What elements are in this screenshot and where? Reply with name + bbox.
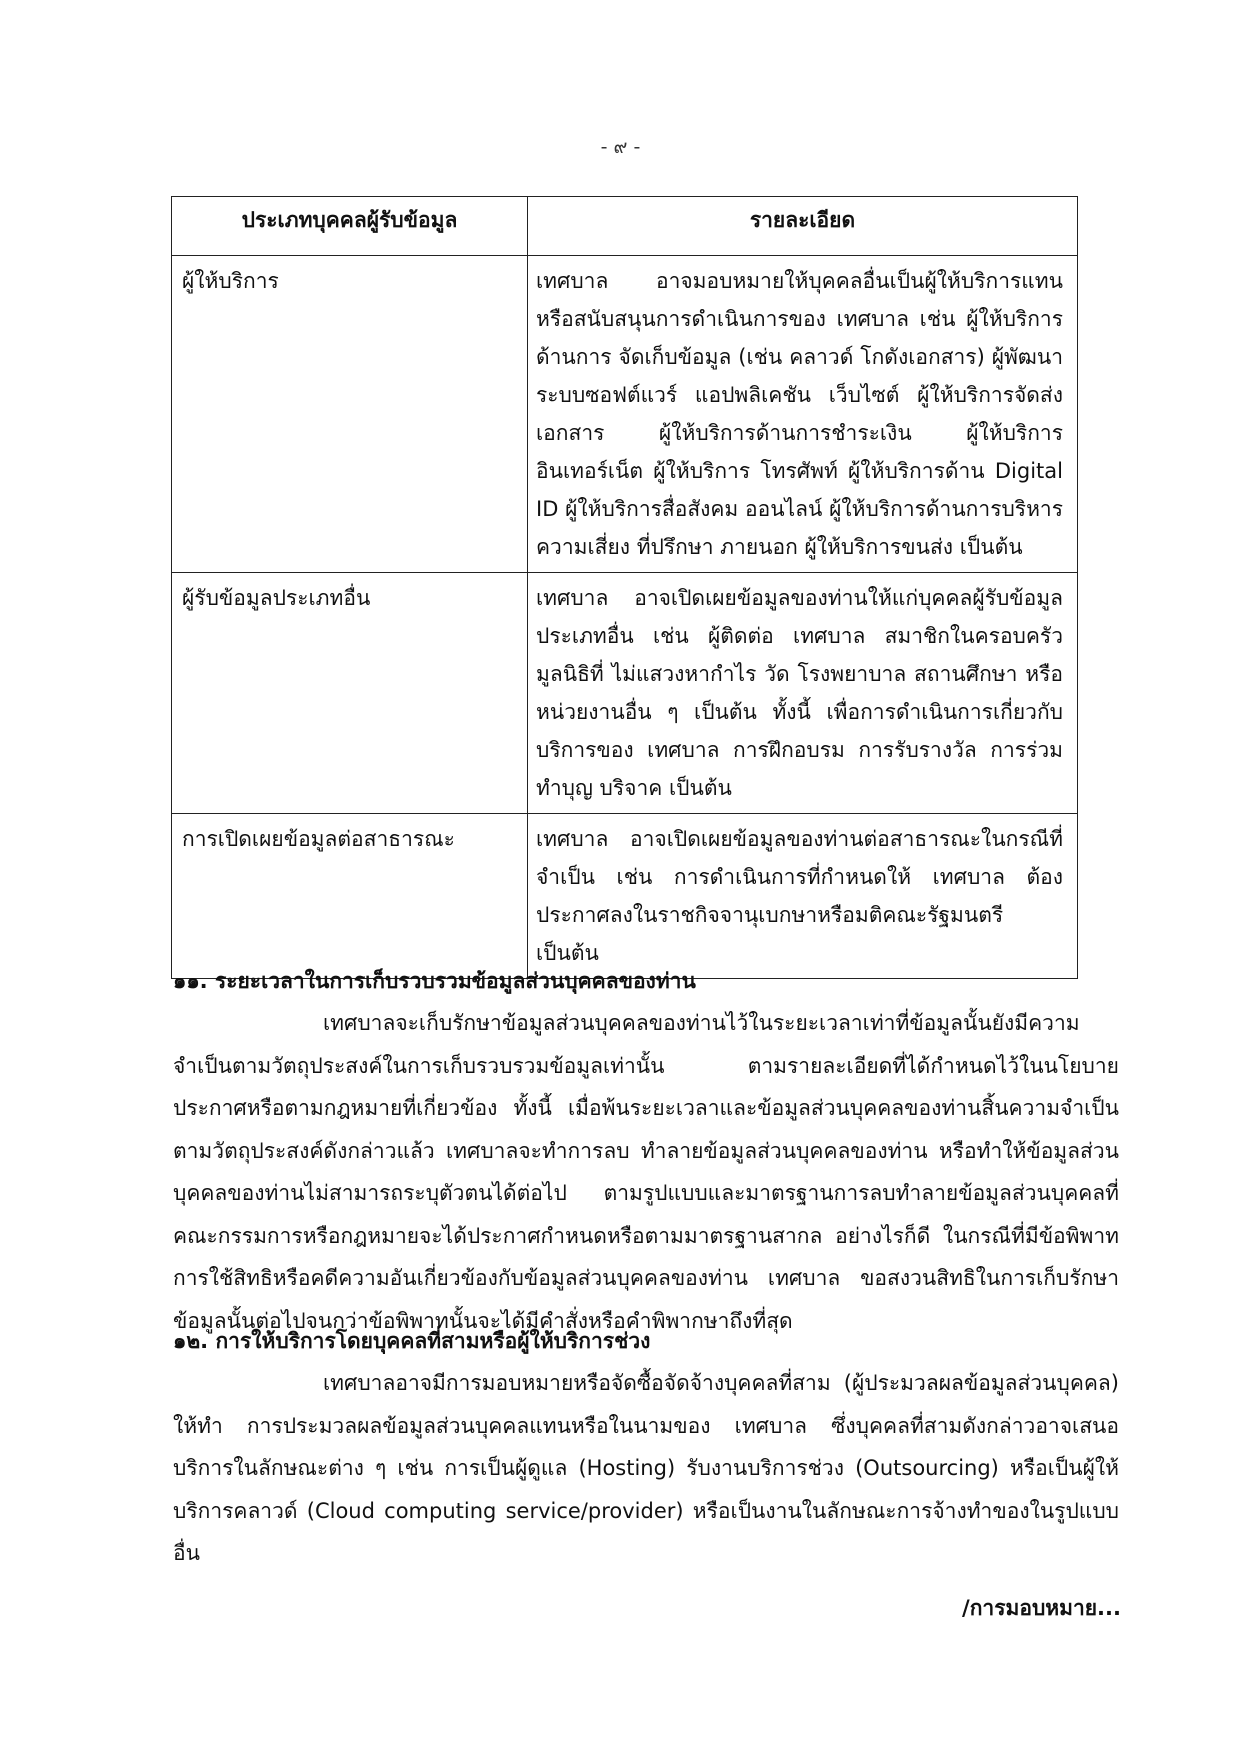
table-header-row bbox=[172, 197, 1078, 256]
page-number: - ๙ - bbox=[600, 136, 641, 158]
section-11-heading: ๑๑. ระยะเวลาในการเก็บรวบรวมข้อมูลส่วนบุคคลของท่าน bbox=[173, 969, 696, 993]
recipient-type-cell: การเปิดเผยข้อมูลต่อสาธารณะ bbox=[172, 814, 528, 979]
recipient-type-cell: ผู้รับข้อมูลประเภทอื่น bbox=[172, 573, 528, 814]
table-row bbox=[172, 573, 1078, 814]
header-detail: รายละเอียด bbox=[528, 197, 1078, 256]
recipient-detail-cell: เทศบาล อาจเปิดเผยข้อมูลของท่านให้แก่บุคคลผู้รับข้อมูลประเภทอื่น เช่น ผู้ติดต่อ เทศบาล สมาชิกในครอบครัว มูลนิธิที่ ไม่แสวงหากำไร วัด โรงพยาบาล สถานศึกษา หรือหน่วยงานอื่น ๆ เป็นต้น ทั้งนี้ เพื่อการดำเนินการเกี่ยวกับบริการของ เทศบาล การฝึกอบรม การรับรางวัล การร่วมทำบุญ บริจาค เป็นต้น bbox=[528, 573, 1078, 814]
recipient-detail-cell: เทศบาล อาจเปิดเผยข้อมูลของท่านต่อสาธารณะในกรณีที่จำเป็น เช่น การดำเนินการที่กำหนดให้ เทศบาล ต้องประกาศลงในราชกิจจานุเบกษาหรือมติคณะรัฐมนตรี เป็นต้น bbox=[528, 814, 1078, 979]
section-12-body: เทศบาลอาจมีการมอบหมายหรือจัดซื้อจัดจ้างบุคคลที่สาม (ผู้ประมวลผลข้อมูลส่วนบุคคล) ให้ทำ การประมวลผลข้อมูลส่วนบุคคลแทนหรือในนามของ เทศบาล ซึ่งบุคคลที่สามดังกล่าวอาจเสนอบริการในลักษณะต่าง ๆ เช่น การเป็นผู้ดูแล (Hosting) รับงานบริการช่วง (Outsourcing) หรือเป็นผู้ให้บริการคลาวด์ (Cloud computing service/provider) หรือเป็นงานในลักษณะการจ้างทำของในรูปแบบอื่น bbox=[173, 1371, 1119, 1565]
header-recipient-type: ประเภทบุคคลผู้รับข้อมูล bbox=[172, 197, 528, 256]
section-12-heading: ๑๒. การให้บริการโดยบุคคลที่สามหรือผู้ให้บริการช่วง bbox=[173, 1329, 651, 1353]
recipient-type-cell: ผู้ให้บริการ bbox=[172, 256, 528, 573]
page-continuation-note: /การมอบหมาย... bbox=[962, 1596, 1121, 1620]
recipient-detail-cell: เทศบาล อาจมอบหมายให้บุคคลอื่นเป็นผู้ให้บริการแทน หรือสนับสนุนการดำเนินการของ เทศบาล เช่น ผู้ให้บริการด้านการ จัดเก็บข้อมูล (เช่น คลาวด์ โกดังเอกสาร) ผู้พัฒนาระบบซอฟต์แวร์ แอปพลิเคชัน เว็บไซต์ ผู้ให้บริการจัดส่งเอกสาร ผู้ให้บริการด้านการชำระเงิน ผู้ให้บริการอินเทอร์เน็ต ผู้ให้บริการ โทรศัพท์ ผู้ให้บริการด้าน Digital ID ผู้ให้บริการสื่อสังคม ออนไลน์ ผู้ให้บริการด้านการบริหารความเสี่ยง ที่ปรึกษา ภายนอก ผู้ให้บริการขนส่ง เป็นต้น bbox=[528, 256, 1078, 573]
section-11-body: เทศบาลจะเก็บรักษาข้อมูลส่วนบุคคลของท่านไว้ในระยะเวลาเท่าที่ข้อมูลนั้นยังมีความจำเป็นตามวัตถุประสงค์ในการเก็บรวบรวมข้อมูลเท่านั้น ตามรายละเอียดที่ได้กำหนดไว้ในนโยบาย ประกาศหรือตามกฎหมายที่เกี่ยวข้อง ทั้งนี้ เมื่อพ้นระยะเวลาและข้อมูลส่วนบุคคลของท่านสิ้นความจำเป็นตามวัตถุประสงค์ดังกล่าวแล้ว เทศบาลจะทำการลบ ทำลายข้อมูลส่วนบุคคลของท่าน หรือทำให้ข้อมูลส่วนบุคคลของท่านไม่สามารถระบุตัวตนได้ต่อไป ตามรูปแบบและมาตรฐานการลบทำลายข้อมูลส่วนบุคคลที่คณะกรรมการหรือกฎหมายจะได้ประกาศกำหนดหรือตามมาตรฐานสากล อย่างไรก็ดี ในกรณีที่มีข้อพิพาท การใช้สิทธิหรือคดีความอันเกี่ยวข้องกับข้อมูลส่วนบุคคลของท่าน เทศบาล ขอสงวนสิทธิในการเก็บรักษาข้อมูลนั้นต่อไปจนกว่าข้อพิพาทนั้นจะได้มีคำสั่งหรือคำพิพากษาถึงที่สุด bbox=[173, 1011, 1119, 1333]
recipient-table bbox=[171, 196, 1078, 979]
table-row bbox=[172, 256, 1078, 573]
table-row bbox=[172, 814, 1078, 979]
